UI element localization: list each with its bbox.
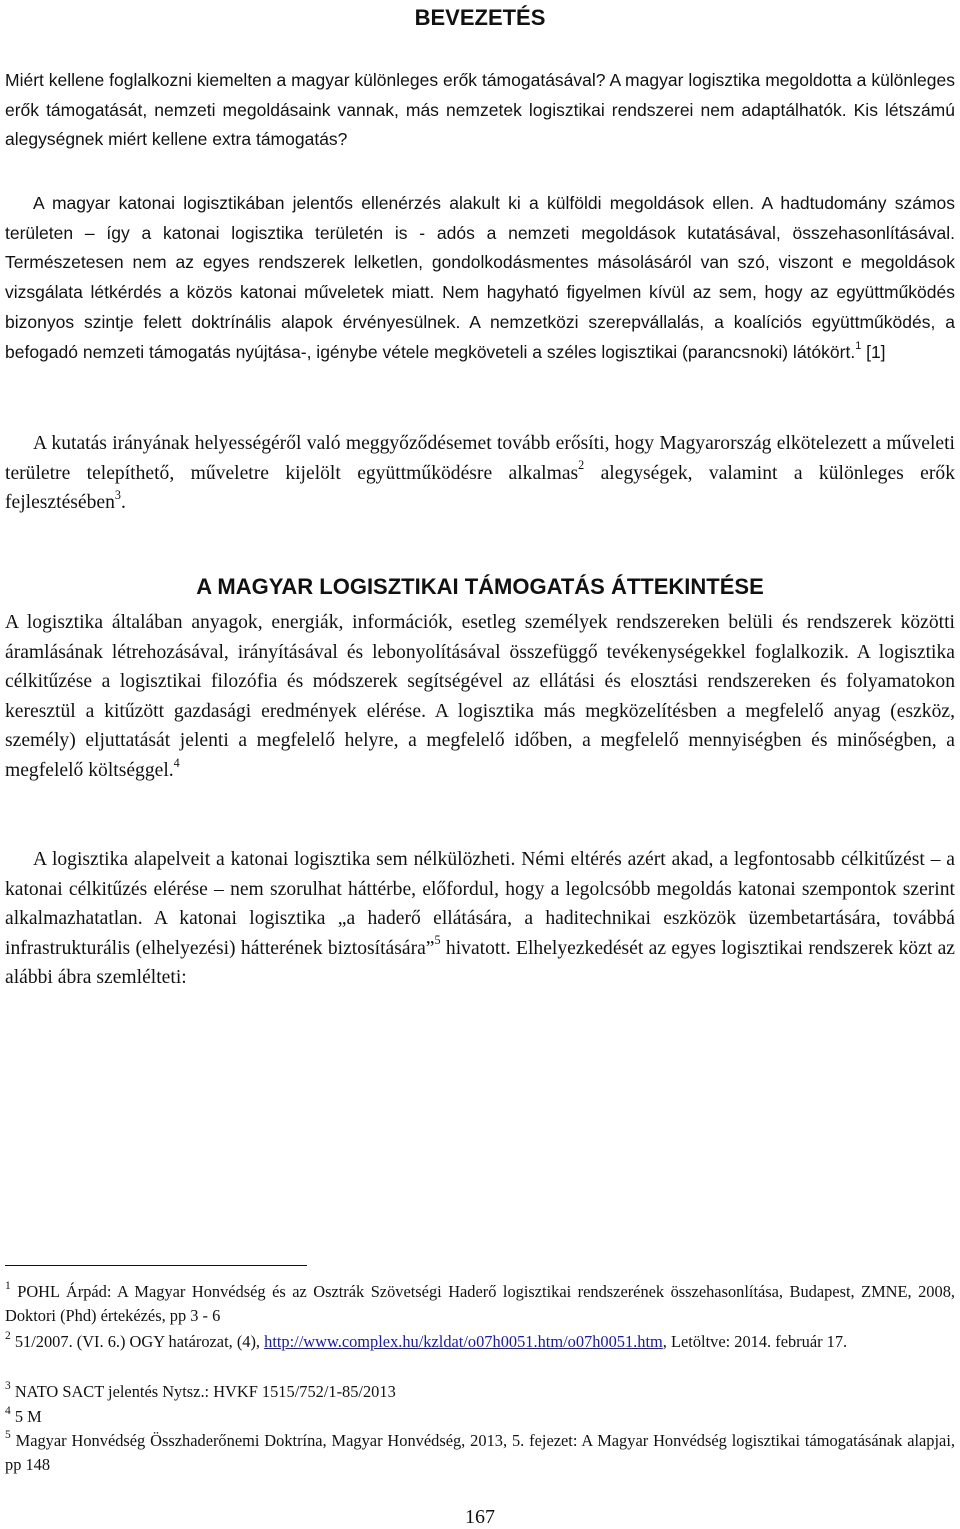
footnote-number: 3 (5, 1379, 11, 1392)
intro-paragraph-questions: Miért kellene foglalkozni kiemelten a magyar különleges erők támogatásával? A magyar logisztika megoldotta a különleges erők támogatását, nemzeti megoldásaink vannak, más nemzetek logisztikai rendszerei nem adaptálhatók. Kis létszámú alegységnek miért kellene extra támogatás? (5, 70, 955, 150)
footnote-ref-5[interactable]: 5 (434, 933, 441, 948)
paragraph-text: alegységek, valamint a különleges erők fejlesztésében (5, 462, 955, 514)
footnote-number: 5 (5, 1428, 11, 1441)
footnote-text: Magyar Honvédség Összhaderőnemi Doktrína, Magyar Honvédség, 2013, 5. fejezet: A Magyar Honvédség logisztikai támogatásának alapjai, pp 148 (5, 1431, 955, 1474)
footnote-text: , Letöltve: 2014. február 17. (662, 1332, 848, 1351)
footnote-link[interactable]: http://www.complex.hu/kzldat/o07h0051.htm/o07h0051.htm (264, 1332, 663, 1351)
section-heading-overview: A MAGYAR LOGISZTIKAI TÁMOGATÁS ÁTTEKINTÉSE (196, 574, 764, 599)
paragraph-text: A logisztika alapelveit a katonai logisztika sem nélkülözheti. Némi eltérés azért akad, a legfontosabb célkitűzést – a katonai célkitűzés elérése – nem szorulhat háttérbe, előfordul, hogy a legolcsóbb megoldás katonai szempontok szerint alkalmazhatatlan. A katonai logisztika „a haderő ellátására, a haditechnikai eszközök üzembetartására, továbbá infrastrukturális (elhelyezési) hátterének biztosítására” (5, 849, 955, 959)
footnote-5 (5, 1429, 955, 1477)
page-number: 167 (465, 1506, 495, 1528)
footnote-number: 1 (5, 1279, 11, 1292)
footnote-number: 4 (5, 1404, 11, 1417)
footnote-ref-3[interactable]: 3 (114, 487, 121, 502)
overview-paragraph-definition (5, 608, 955, 786)
paragraph-text: A logisztika általában anyagok, energiák, információk, esetleg személyek rendszereken belüli és rendszerek közötti áramlásának létrehozásával, irányításával és lebonyolításával összefüggő tevékenységekkel foglalkozik. A logisztika célkitűzése a logisztikai filozófia és módszerek segítségével az ellátási és elosztási rendszereken és folyamatokon keresztül a kitűzött gazdasági eredmények elérése. A logisztika más megközelítésben a megfelelő anyag (eszköz, személy) eljuttatását jelenti a megfelelő helyre, a megfelelő időben, a megfelelő mennyiségben és minőségben, a megfelelő költséggel. (5, 612, 955, 781)
footnote-2 (5, 1330, 955, 1354)
paragraph-text: . (120, 492, 126, 514)
footnote-text: NATO SACT jelentés Nytsz.: HVKF 1515/752/1-85/2013 (14, 1382, 396, 1401)
footnote-text: POHL Árpád: A Magyar Honvédség és az Osztrák Szövetségi Haderő logisztikai rendszerének összehasonlítása, Budapest, ZMNE, 2008, Doktori (Phd) értekézés, pp 3 - 6 (5, 1282, 955, 1325)
paragraph-text: A kutatás irányának helyességéről való meggyőződésemet tovább erősíti, hogy Magyarország elkötelezett a műveleti területre telepíthető, műveletre kijelölt együttműködésre alkalmas (5, 433, 955, 484)
section-heading-intro: BEVEZETÉS (414, 5, 546, 30)
footnote-number: 2 (5, 1329, 11, 1342)
footnote-separator (5, 1265, 307, 1266)
footnote-1 (5, 1280, 955, 1328)
intro-paragraph-research (5, 429, 955, 518)
footnote-3 (5, 1380, 955, 1404)
footnote-ref-4[interactable]: 4 (173, 755, 180, 770)
paragraph-text: A magyar katonai logisztikában jelentős ellenérzés alakult ki a külföldi megoldások ellen. A hadtudomány számos területen – így a katonai logisztika területén is - adós a nemzeti megoldások kutatásával, összehasonlításával. Természetesen nem az egyes rendszerek lelketlen, gondolkodásmentes másolásáról van szó, viszont e megoldások vizsgálata létkérdés a közös katonai műveletek miatt. Nem hagyható figyelmen kívül az sem, hogy az együttműködés bizonyos szintje felett doktrínális alapok érvényesülnek. A nemzetközi szerepvállalás, a koalíciós együttműködés, a befogadó nemzeti támogatás nyújtása-, igénybe vétele megköveteli a széles logisztikai (parancsnoki) látókört. (5, 193, 955, 362)
footnote-text: 5 M (14, 1407, 42, 1426)
footnote-text: 51/2007. (VI. 6.) OGY határozat, (4), (14, 1332, 265, 1351)
intro-paragraph-background (5, 189, 955, 367)
paragraph-text: hivatott. Elhelyezkedését az egyes logisztikai rendszerek közt az alábbi ábra szemlélteti: (5, 937, 955, 989)
footnote-4 (5, 1405, 955, 1429)
overview-paragraph-military (5, 845, 955, 993)
footnote-ref-1[interactable]: 1 (855, 340, 862, 353)
footnote-ref-2[interactable]: 2 (578, 458, 585, 473)
citation-ref: [1] (861, 341, 886, 362)
